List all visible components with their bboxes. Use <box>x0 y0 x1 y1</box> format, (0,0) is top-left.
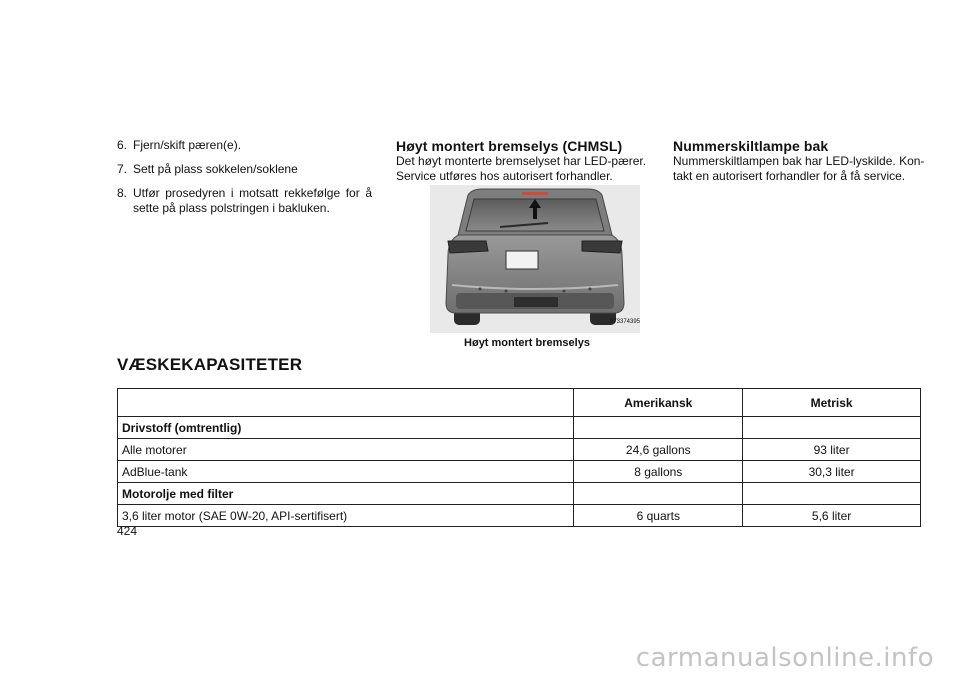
american-value <box>574 483 743 505</box>
step-6 <box>117 138 372 153</box>
chmsl-heading: Høyt montert bremselys (CHMSL) <box>396 138 623 154</box>
metric-value <box>743 483 921 505</box>
license-lamp-heading: Nummerskiltlampe bak <box>673 138 829 154</box>
step-number: 7. <box>117 162 128 176</box>
license-lamp-body: Nummerskiltlampen bak har LED-lyskilde. Kon-takt en autorisert forhandler for å få service. <box>673 154 925 183</box>
table-row <box>118 439 921 461</box>
column-header-metric: Metrisk <box>743 389 921 417</box>
table-header-row <box>118 389 921 417</box>
american-value: 24,6 gallons <box>574 439 743 461</box>
page-number: 424 <box>117 524 138 538</box>
figure-caption: Høyt montert bremselys <box>464 337 590 349</box>
american-value <box>574 417 743 439</box>
right-tail-light <box>582 241 622 253</box>
license-plate <box>506 251 538 269</box>
license-lamp-section <box>673 138 941 184</box>
metric-value: 93 liter <box>743 439 921 461</box>
row-label: Motorolje med filter <box>118 483 574 505</box>
chmsl-body: Det høyt monterte bremselyset har LED-pærer. Service utføres hos autorisert forhandler. <box>396 154 647 183</box>
fluid-capacities-title: VÆSKEKAPASITETER <box>117 355 303 374</box>
row-label: Drivstoff (omtrentlig) <box>118 417 574 439</box>
arrow-shaft <box>533 207 537 219</box>
metric-value: 5,6 liter <box>743 505 921 527</box>
row-label: AdBlue-tank <box>118 461 574 483</box>
step-number: 8. <box>117 186 128 200</box>
figure-code: 073374395 <box>610 319 640 325</box>
table-row <box>118 461 921 483</box>
step-text: Utfør prosedyren i motsatt rekkefølge for å sette på plass polstringen i bakluken. <box>133 186 372 215</box>
american-value: 8 gallons <box>574 461 743 483</box>
table-row <box>118 417 921 439</box>
step-8 <box>117 186 372 216</box>
chmsl-section <box>396 138 658 184</box>
step-7 <box>117 162 372 177</box>
column-header <box>118 389 574 417</box>
step-number: 6. <box>117 138 128 152</box>
table-row <box>118 505 921 527</box>
suv-rear-illustration <box>430 185 640 333</box>
american-value: 6 quarts <box>574 505 743 527</box>
chmsl-lamp <box>522 192 548 195</box>
step-text: Sett på plass sokkelen/soklene <box>133 162 298 176</box>
watermark: carmanualsonline.info <box>635 643 934 673</box>
left-tail-light <box>448 241 488 253</box>
steps-column <box>117 138 372 225</box>
hitch-area <box>514 297 558 307</box>
step-text: Fjern/skift pæren(e). <box>133 138 242 152</box>
column-header-american: Amerikansk <box>574 389 743 417</box>
row-label: Alle motorer <box>118 439 574 461</box>
fluid-capacities-table <box>117 388 921 527</box>
row-label: 3,6 liter motor (SAE 0W-20, API-sertifisert) <box>118 505 574 527</box>
metric-value: 30,3 liter <box>743 461 921 483</box>
table-row <box>118 483 921 505</box>
metric-value <box>743 417 921 439</box>
